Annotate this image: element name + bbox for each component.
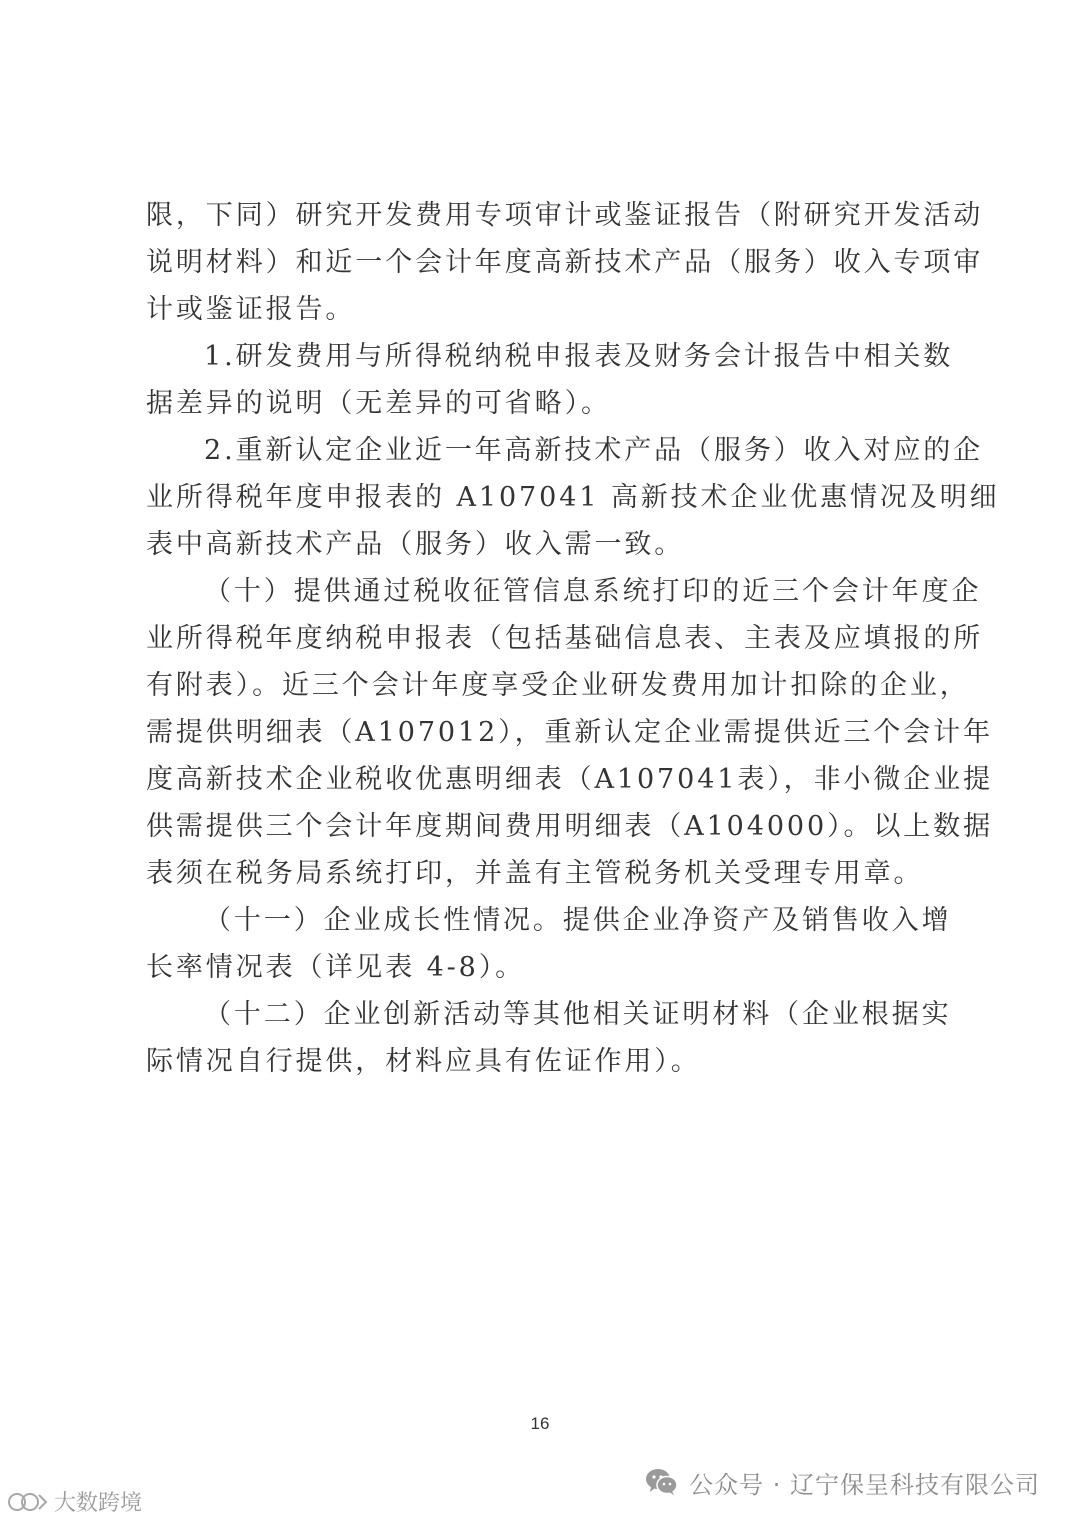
text-line: 际情况自行提供，材料应具有佐证作用）。 [146, 1046, 701, 1077]
text-line: （十二）企业创新活动等其他相关证明材料（企业根据实 [204, 999, 952, 1030]
text-line: 表须在税务局系统打印，并盖有主管税务机关受理专用章。 [146, 858, 924, 889]
text-line: 说明材料）和近一个会计年度高新技术产品（服务）收入专项审 [146, 247, 984, 278]
source-label: 大数跨境 [54, 1491, 143, 1516]
text-line: 表中高新技术产品（服务）收入需一致。 [146, 529, 685, 560]
wechat-label: 公众号 · 辽宁保呈科技有限公司 [689, 1470, 1040, 1499]
text-line: 度高新技术企业税收优惠明细表（A107041表），非小微企业提 [146, 764, 993, 795]
source-logo-icon [6, 1489, 48, 1515]
text-line: （十）提供通过税收征管信息系统打印的近三个会计年度企 [204, 576, 982, 607]
text-line: 1.研发费用与所得税纳税申报表及财务会计报告中相关数 [204, 341, 954, 372]
text-line: 限，下同）研究开发费用专项审计或鉴证报告（附研究开发活动 [146, 200, 984, 231]
text-line: 计或鉴证报告。 [146, 294, 356, 325]
text-line: 据差异的说明（无差异的可省略）。 [146, 388, 611, 419]
source-watermark [6, 1486, 142, 1517]
wechat-icon [645, 1467, 679, 1497]
text-line: （十一）企业成长性情况。提供企业净资产及销售收入增 [204, 905, 952, 936]
document-body [146, 192, 1000, 1085]
page-number: 16 [530, 1414, 550, 1433]
text-line: 需提供明细表（A107012），重新认定企业需提供近三个会计年 [146, 717, 993, 748]
text-line: 长率情况表（详见表 4-8）。 [146, 952, 526, 983]
text-line: 业所得税年度申报表的 A107041 高新技术企业优惠情况及明细 [146, 482, 1000, 513]
text-line: 供需提供三个会计年度期间费用明细表（A104000）。以上数据 [146, 811, 993, 842]
text-line: 2.重新认定企业近一年高新技术产品（服务）收入对应的企 [204, 435, 984, 466]
text-line: 业所得税年度纳税申报表（包括基础信息表、主表及应填报的所 [146, 623, 984, 654]
wechat-watermark [645, 1462, 1040, 1502]
text-line: 有附表）。近三个会计年度享受企业研发费用加计扣除的企业， [146, 670, 970, 701]
